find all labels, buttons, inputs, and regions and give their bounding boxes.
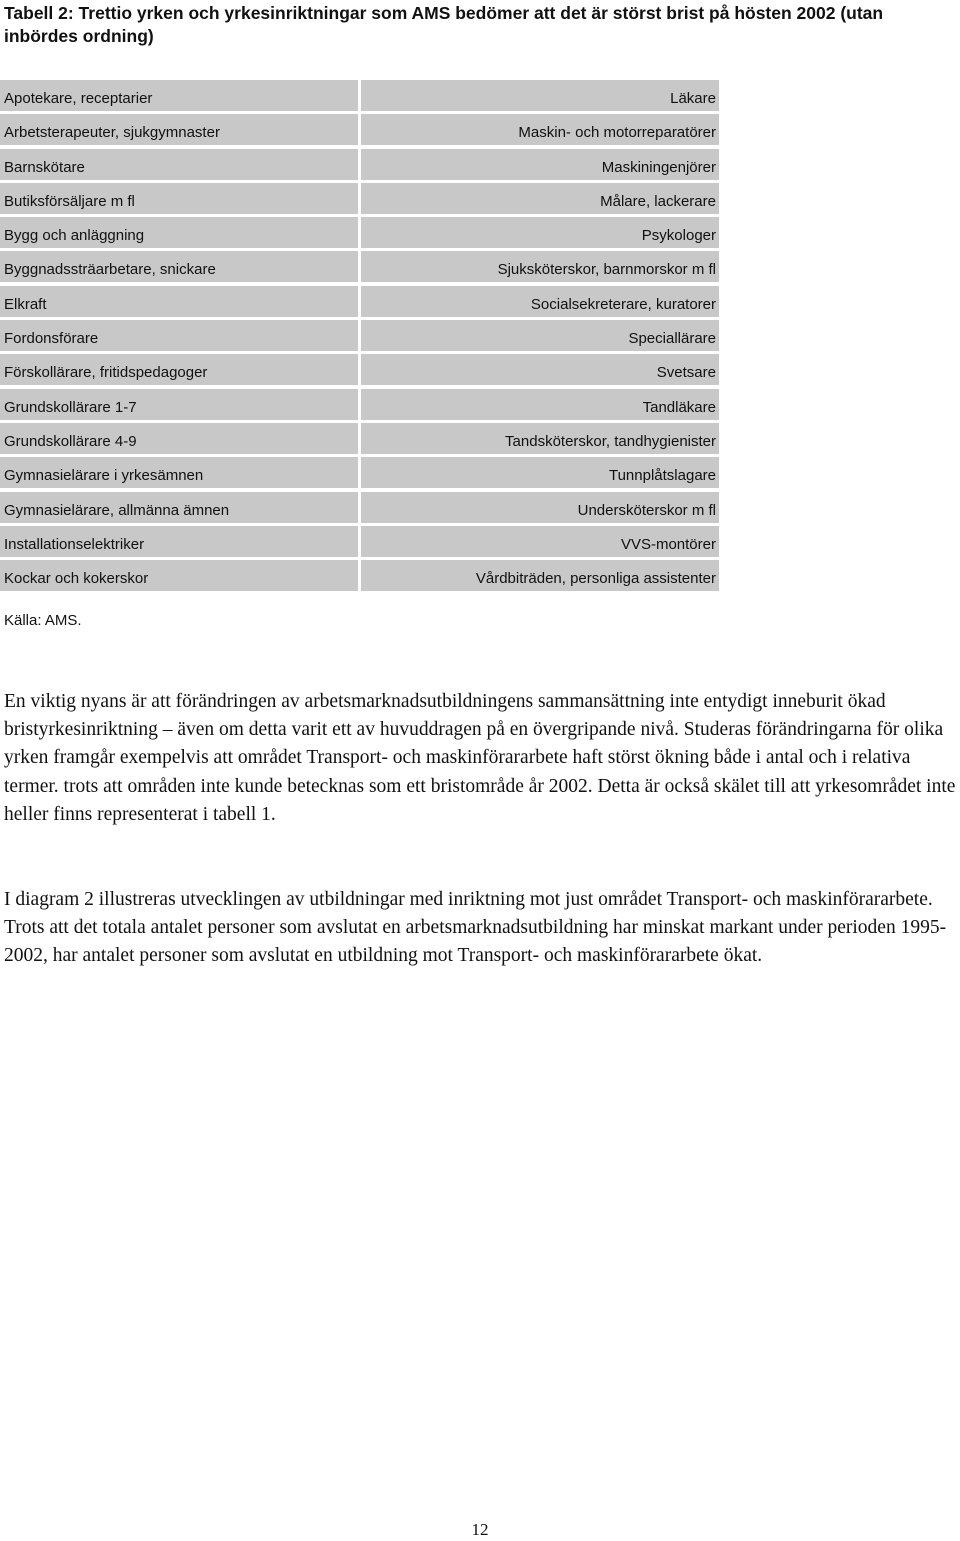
page-number: 12 — [471, 1520, 489, 1539]
occupation-cell: Fordonsförare — [0, 320, 358, 351]
table-title: Tabell 2: Trettio yrken och yrkesinriktningar som AMS bedömer att det är störst brist på hösten 2002 (utan inbördes ordning) — [4, 3, 884, 46]
occupation-cell: Butiksförsäljare m fl — [0, 183, 358, 214]
occupation-cell: Installationselektriker — [0, 526, 358, 557]
occupation-cell: Bygg och anläggning — [0, 217, 358, 248]
occupation-cell: Grundskollärare 4-9 — [0, 423, 358, 454]
occupation-cell: Kockar och kokerskor — [0, 560, 358, 591]
occupation-cell: Socialsekreterare, kuratorer — [361, 286, 719, 317]
occupation-cell: Gymnasielärare, allmänna ämnen — [0, 492, 358, 523]
occupation-cell: VVS-montörer — [361, 526, 719, 557]
occupation-cell: Apotekare, receptarier — [0, 80, 358, 111]
occupation-cell: Grundskollärare 1-7 — [0, 389, 358, 420]
occupation-cell: Gymnasielärare i yrkesämnen — [0, 457, 358, 488]
occupation-cell: Byggnadssträarbetare, snickare — [0, 251, 358, 282]
occupation-cell: Arbetsterapeuter, sjukgymnaster — [0, 114, 358, 145]
source-note: Källa: AMS. — [4, 612, 82, 629]
occupation-cell: Vårdbiträden, personliga assistenter — [361, 560, 719, 591]
occupation-cell: Elkraft — [0, 286, 358, 317]
occupation-cell: Sjuksköterskor, barnmorskor m fl — [361, 251, 719, 282]
occupation-cell: Psykologer — [361, 217, 719, 248]
occupation-cell: Tandsköterskor, tandhygienister — [361, 423, 719, 454]
body-paragraph: En viktig nyans är att förändringen av arbetsmarknadsutbildningens sammansättning inte entydigt inneburit ökad bristyrkesinriktning – även om detta varit ett av huvuddragen på en övergripande nivå. Studeras förändringarna för olika yrken framgår exempelvis att området Transport- och maskinförararbete haft störst ökning både i antal och i relativa termer. trots att områden inte kunde betecknas som ett bristområde år 2002. Detta är också skälet till att yrkesområdet inte heller finns representerat i tabell 1. — [4, 691, 956, 825]
occupation-column-left — [0, 80, 358, 594]
occupation-cell: Tunnplåtslagare — [361, 457, 719, 488]
occupation-cell: Tandläkare — [361, 389, 719, 420]
occupation-column-right — [361, 80, 719, 594]
occupation-cell: Maskiningenjörer — [361, 149, 719, 180]
occupation-cell: Speciallärare — [361, 320, 719, 351]
occupation-cell: Svetsare — [361, 354, 719, 385]
occupation-cell: Barnskötare — [0, 149, 358, 180]
body-paragraph: I diagram 2 illustreras utvecklingen av utbildningar med inriktning mot just området Transport- och maskinförararbete. Trots att det totala antalet personer som avslutat en arbetsmarknadsutbildning har minskat markant under perioden 1995-2002, har antalet personer som avslutat en utbildning mot Transport- och maskinförararbete ökat. — [4, 889, 947, 967]
occupation-cell: Maskin- och motorreparatörer — [361, 114, 719, 145]
occupation-cell: Undersköterskor m fl — [361, 492, 719, 523]
occupation-table — [0, 80, 720, 594]
occupation-cell: Förskollärare, fritidspedagoger — [0, 354, 358, 385]
occupation-cell: Läkare — [361, 80, 719, 111]
occupation-cell: Målare, lackerare — [361, 183, 719, 214]
